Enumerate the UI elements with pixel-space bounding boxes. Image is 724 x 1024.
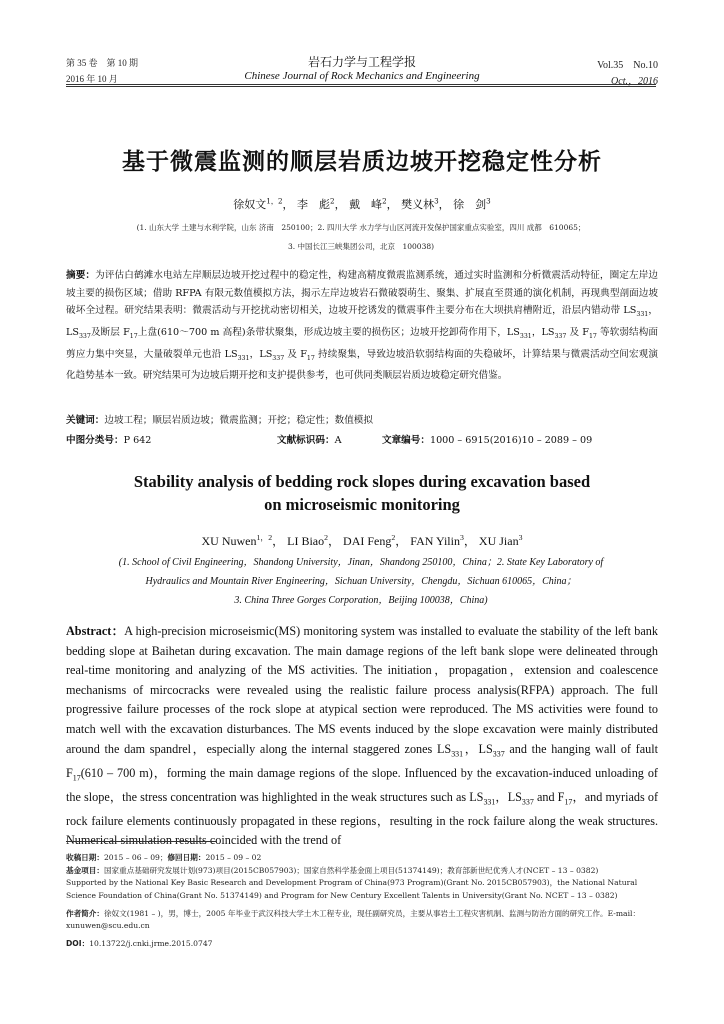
header-volume-en: Vol.35 No.10 [597,60,658,71]
affiliation-en-line3: 3. China Three Gorges Corporation，Beijing 100038，China) [234,595,488,606]
affiliation-en-line1: (1. School of Civil Engineering，Shandong University，Jinan，Shandong 250100，China；2. State Key Laboratory of [118,557,604,568]
clc-number: 中图分类号：P 642 [66,435,152,446]
header-date-cn: 2016 年 10 月 [66,74,118,84]
footnote-funding: 基金项目：国家重点基础研究发展计划(973)项目(2015CB057903)；国家自然科学基金面上项目(51374149)；教育部新世纪优秀人才(NCET – 13 – 0382) Supported by the National Key Basic Research and Development Program of China(973 Program)(Grant No. 2015CB057903)，the National Natural Science Foundation of China(Grant No. 51374149) and Program for New Century Excellent Talents in University(Grant No. NCET – 13 – 0382) [66,866,638,900]
header-rule-thin [66,86,656,87]
header-date-en: Oct.，2016 [611,76,658,87]
affiliation-cn-line2: 3. 中国长江三峡集团公司，北京 100038) [287,242,435,251]
affiliation-cn-line1: (1. 山东大学 土建与水利学院，山东 济南 250100；2. 四川大学 水力学与山区河流开发保护国家重点实验室，四川 成都 610065； [136,223,586,232]
footnote-funding-en: Supported by the National Key Basic Research and Development Program of China(973 Program)(Grant No. 2015CB057903)，the National Natural Science Foundation of China(Grant No. 51374149) and Program for New Century Excellent Talents in University(Grant No. NCET – 13 – 0382) [66,878,638,900]
author-cn: 徐奴文 [233,198,267,211]
author-cn: 徐 剑 [453,198,487,211]
journal-title-cn: 岩石力学与工程学报 [307,55,416,69]
footnote-doi: DOI：10.13722/j.cnki.jrme.2015.0747 [66,939,213,948]
abstract-cn-label: 摘要： [66,270,96,281]
keywords-cn: 关键词：边坡工程；顺层岩质边坡；微震监测；开挖；稳定性；数值模拟 [66,415,373,426]
journal-title-en: Chinese Journal of Rock Mechanics and Engineering [244,70,480,82]
author-en: LI Biao [287,534,325,548]
header-volume-cn: 第 35 卷 第 10 期 [66,58,139,68]
author-en: XU Nuwen [201,534,257,548]
title-en-line2: on microseismic monitoring [264,495,460,514]
author-en: XU Jian [478,534,519,548]
title-en [0,470,724,516]
author-en: FAN Yilin [410,534,460,548]
abstract-en-label: Abstract： [66,624,125,638]
abstract-cn: 摘要：为评估白鹤滩水电站左岸顺层边坡开挖过程中的稳定性，构建高精度微震监测系统，通过实时监测和分析微震活动特征，圈定左岸边坡主要的损伤区域；借助 RFPA 有限元数值模拟方法，揭示左岸边坡岩石微破裂萌生、聚集、扩展直至贯通的演化机制，再现典型剖面边坡破坏全过程。研究结果表明：微震活动与开挖扰动密切相关，边坡开挖诱发的微震事件主要分布在大坝拱肩槽附近，沿层内错动带 $LS_{331}$，$LS_{337}$及断层 $F_{17}$上盘(610～700 m 高程)条带状聚集，形成边坡主要的损伤区；边坡开挖卸荷作用下，$LS_{331}$，$LS_{337}$ 及 $F_{17}$ 等软弱结构面剪应力集中突显，大量破裂单元也沿 $LS_{331}$，$LS_{337}$ 及 $F_{17}$ 持续聚集，导致边坡沿软弱结构面的失稳破坏，计算结果与微震活动空间宏观演化趋势基本一致。研究结果可为边坡后期开挖和支护提供参考，也可供同类顺层岩质边坡稳定研究借鉴。 [66,270,659,382]
author-cn: 樊义林 [401,198,435,211]
author-cn: 李 彪 [297,198,331,211]
header-rule [66,84,656,85]
authors-cn: 徐奴文$^{1,2}$， 李 彪$^2$， 戴 峰$^2$， 樊义林$^3$， 徐 剑$^3$ [233,196,491,211]
abstract-en: Abstract：A high-precision microseismic(MS) monitoring system was installed to evaluate the stability of the left bank bedding slope at Baihetan during excavation. The main damage regions of the left bank slope were delineated through real-time monitoring and analyzing of the MS activities. The initiation，propagation，extension and coalescence mechanisms of mircocracks were revealed using the realistic failure process analysis(RFPA) approach. The full progressive failure processes of the rock slope at atypical section were reproduced. The MS activities were found to match well with the excavation disturbances. The MS events induced by the slope excavation were mainly distributed around the dam spandrel，especially along the internal staggered zones $LS_{331}$，$LS_{337}$ and the hanging wall of fault $F_{17}(610 - 700$ m)，forming the main damage regions of the slope. Influenced by the excavation-induced unloading of the slope，the stress concentration was highlighted in the weak structures such as $LS_{331}$，$LS_{337}$ and $F_{17}$，and myriads of rock failure elements continuously propagated in these regions，resulting in the rock failure along the weak structures. Numerical simulation results coincided with the trend of [66,624,658,848]
author-cn: 戴 峰 [349,198,383,211]
title-en-line1: Stability analysis of bedding rock slopes during excavation based [133,472,591,491]
affiliation-en-line2: Hydraulics and Mountain River Engineering，Sichuan University，Chengdu，Sichuan 610065，China； [145,576,577,587]
title-cn: 基于微震监测的顺层岩质边坡开挖稳定性分析 [122,149,602,175]
footnote-author-bio: 作者简介：徐奴文(1981 – )，男，博士，2005 年毕业于武汉科技大学土木工程专业，现任副研究员，主要从事岩土工程灾害机制、监测与防治方面的研究工作。E-mail：xunuwen@scu.edu.cn [66,909,641,931]
document-code: 文献标识码：A [277,435,342,446]
article-number: 文章编号：1000 – 6915(2016)10 – 2089 – 09 [382,435,593,446]
authors-en: XU Nuwen$^{1,2}$， LI Biao$^2$， DAI Feng$^2$， FAN Yilin$^3$， XU Jian$^3$ [201,533,523,548]
footnote-dates: 收稿日期：2015 – 06 – 09；修回日期：2015 – 09 – 02 [66,853,262,862]
footnote-rule [66,841,216,842]
author-en: DAI Feng [343,534,392,548]
